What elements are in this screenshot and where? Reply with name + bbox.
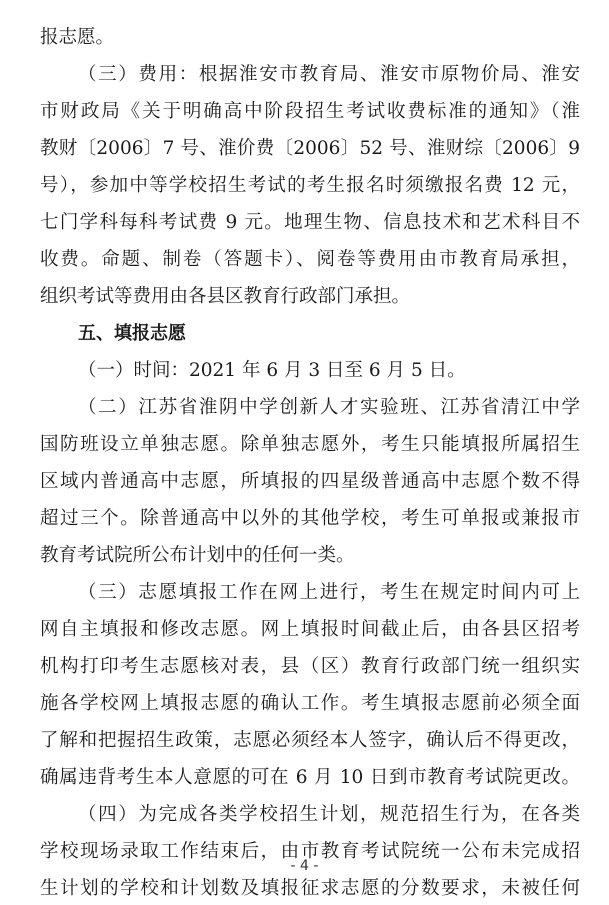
text-line: （二）江苏省淮阴中学创新人才实验班、江苏省清江中学 [78, 397, 580, 418]
text-line: 了解和把握招生政策，志愿必须经本人签字，确认后不得更改， [40, 730, 580, 751]
text-line: 超过三个。除普通高中以外的其他学校，考生可单报或兼报市 [40, 508, 580, 529]
text-line: 施各学校网上填报志愿的确认工作。考生填报志愿前必须全面 [40, 693, 580, 714]
text-line: 区域内普通高中志愿，所填报的四星级普通高中志愿个数不得 [40, 471, 580, 492]
text-line: 机构打印考生志愿核对表，县（区）教育行政部门统一组织实 [40, 656, 580, 677]
text-line: 确属违背考生本人意愿的可在 6 月 10 日到市教育考试院更改。 [40, 767, 580, 788]
text-line: 市财政局《关于明确高中阶段招生考试收费标准的通知》（淮 [40, 101, 580, 122]
section-heading: 五、填报志愿 [78, 323, 186, 344]
text-line: 生计划的学校和计划数及填报征求志愿的分数要求，未被任何 [40, 878, 580, 899]
text-line: 学校现场录取工作结束后，由市教育考试院统一公布未完成招 [40, 841, 580, 862]
text-line: 教育考试院所公布计划中的任何一类。 [40, 545, 355, 566]
text-line: （一）时间：2021 年 6 月 3 日至 6 月 5 日。 [78, 360, 466, 381]
text-line: 报志愿。 [40, 27, 115, 48]
text-line: （四）为完成各类学校招生计划，规范招生行为，在各类 [78, 804, 580, 825]
text-line: 网自主填报和修改志愿。网上填报时间截止后，由各县区招考 [40, 619, 580, 640]
text-line: 号），参加中等学校招生考试的考生报名时须缴报名费 12 元， [40, 175, 580, 196]
text-line: 教财〔2006〕7 号、淮价费〔2006〕52 号、淮财综〔2006〕9 [40, 138, 580, 159]
text-line: 组织考试等费用由各县区教育行政部门承担。 [40, 286, 411, 307]
text-line: （三）志愿填报工作在网上进行，考生在规定时间内可上 [78, 582, 580, 603]
text-line: 国防班设立单独志愿。除单独志愿外，考生只能填报所属招生 [40, 434, 580, 455]
text-line: （三）费用：根据淮安市教育局、淮安市原物价局、淮安 [78, 64, 580, 85]
text-line: 七门学科每科考试费 9 元。地理生物、信息技术和艺术科目不 [40, 212, 580, 233]
text-line: 收费。命题、制卷（答题卡）、阅卷等费用由市教育局承担， [40, 249, 580, 270]
page-number: - 4 - [290, 858, 319, 874]
